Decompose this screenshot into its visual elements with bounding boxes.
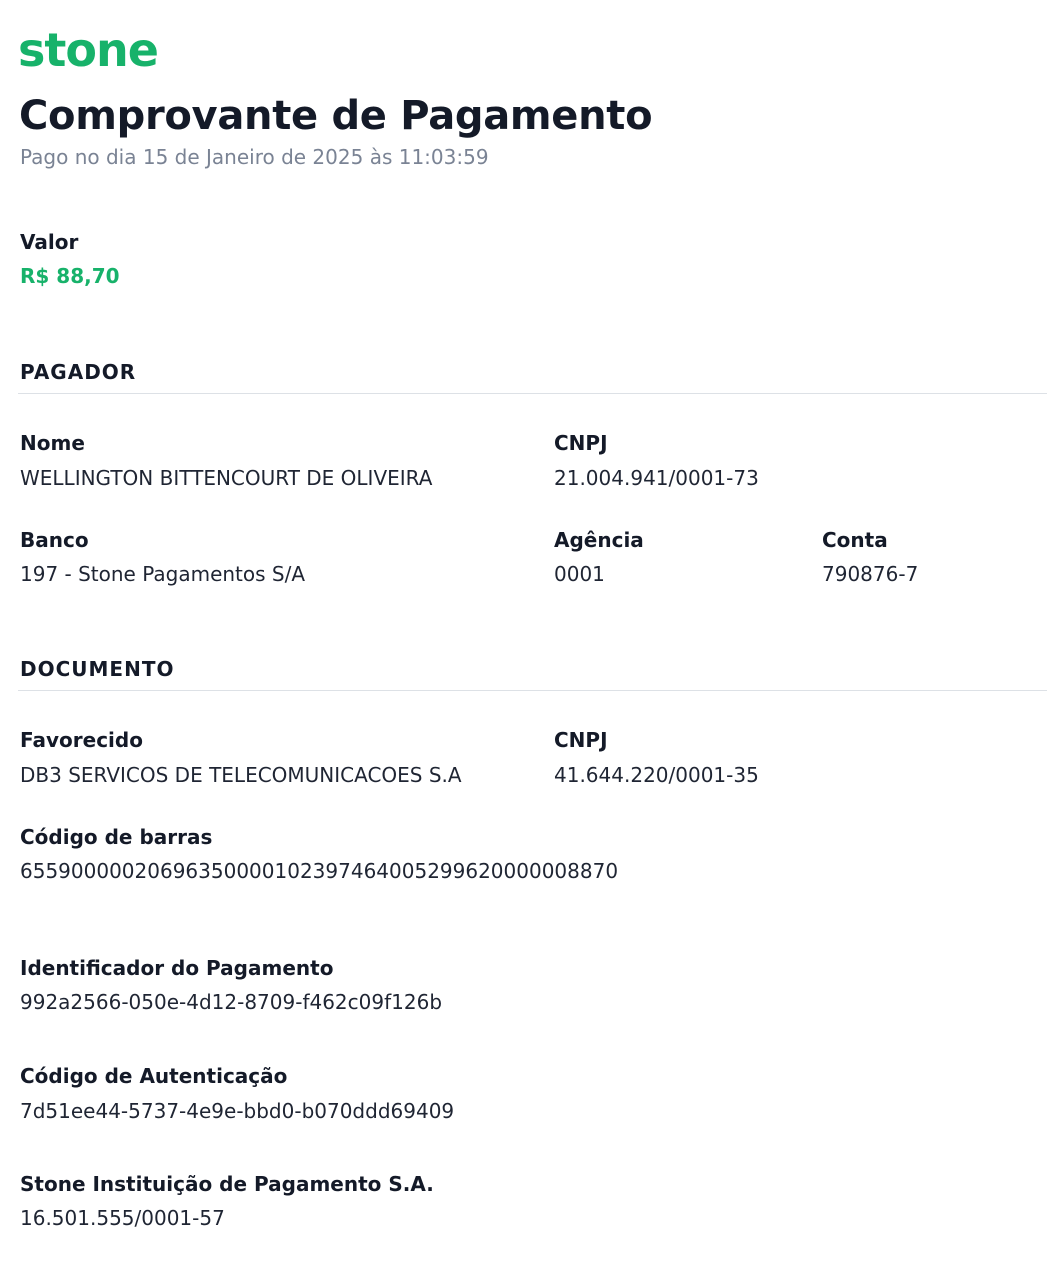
- stone-logo: stone: [18, 23, 158, 77]
- payment-date: Pago no dia 15 de Janeiro de 2025 às 11:03:59: [20, 145, 489, 169]
- valor-amount: R$ 88,70: [20, 264, 120, 288]
- pagador-nome-label: Nome: [20, 431, 85, 455]
- codigo-barras-value: 65590000020696350000102397464005299620000008870: [20, 859, 619, 883]
- valor-label: Valor: [20, 230, 79, 254]
- instituicao-cnpj-value: 16.501.555/0001-57: [20, 1206, 225, 1230]
- pagador-nome-value: WELLINGTON BITTENCOURT DE OLIVEIRA: [20, 466, 433, 490]
- page-title: Comprovante de Pagamento: [19, 93, 653, 139]
- pagador-cnpj-value: 21.004.941/0001-73: [554, 466, 759, 490]
- documento-section-title: DOCUMENTO: [20, 657, 175, 681]
- pagador-banco-value: 197 - Stone Pagamentos S/A: [20, 562, 306, 586]
- documento-divider: [18, 690, 1047, 691]
- favorecido-cnpj-label: CNPJ: [554, 728, 608, 752]
- identificador-label: Identificador do Pagamento: [20, 956, 334, 980]
- autenticacao-value: 7d51ee44-5737-4e9e-bbd0-b070ddd69409: [20, 1099, 455, 1123]
- pagador-agencia-label: Agência: [554, 528, 644, 552]
- codigo-barras-label: Código de barras: [20, 825, 213, 849]
- favorecido-label: Favorecido: [20, 728, 143, 752]
- instituicao-label: Stone Instituição de Pagamento S.A.: [20, 1172, 434, 1196]
- pagador-divider: [18, 393, 1047, 394]
- pagador-conta-value: 790876-7: [822, 562, 919, 586]
- pagador-cnpj-label: CNPJ: [554, 431, 608, 455]
- identificador-value: 992a2566-050e-4d12-8709-f462c09f126b: [20, 990, 443, 1014]
- favorecido-cnpj-value: 41.644.220/0001-35: [554, 763, 759, 787]
- pagador-section-title: PAGADOR: [20, 360, 137, 384]
- pagador-agencia-value: 0001: [554, 562, 605, 586]
- pagador-conta-label: Conta: [822, 528, 888, 552]
- autenticacao-label: Código de Autenticação: [20, 1064, 288, 1088]
- favorecido-value: DB3 SERVICOS DE TELECOMUNICACOES S.A: [20, 763, 462, 787]
- pagador-banco-label: Banco: [20, 528, 89, 552]
